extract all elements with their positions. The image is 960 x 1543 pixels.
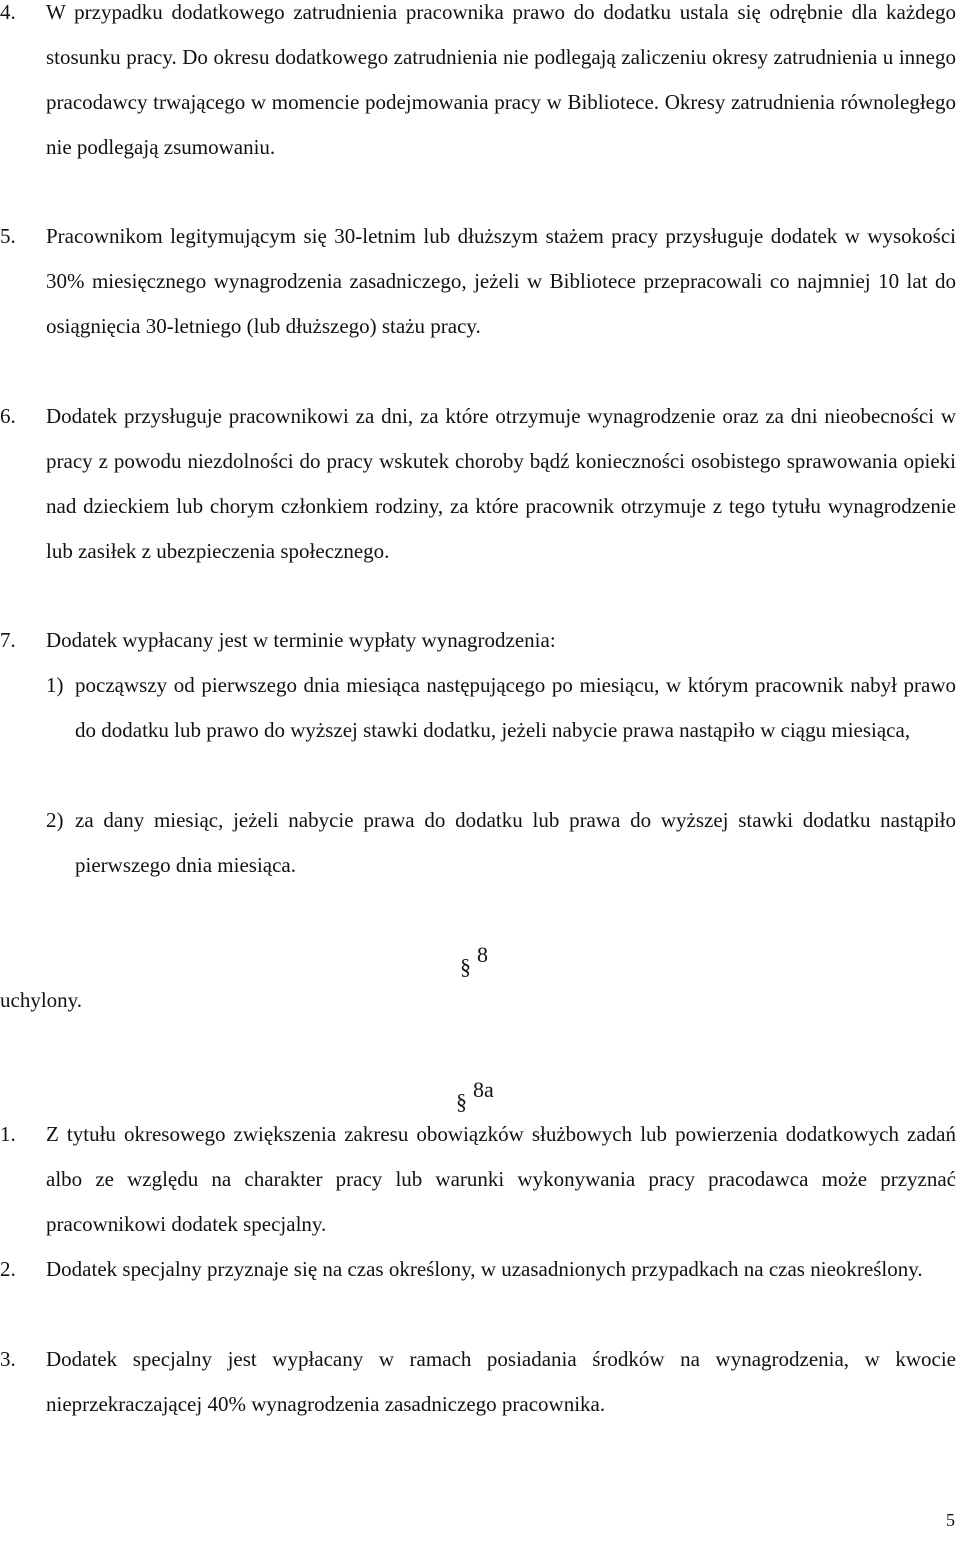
item-number: 5.: [0, 224, 16, 248]
section-number: 8: [477, 942, 488, 967]
paragraph-item: [0, 1247, 956, 1292]
section-heading-8: [460, 940, 488, 979]
paragraph-item: [0, 1337, 956, 1427]
item-text: Dodatek przysługuje pracownikowi za dni, za które otrzymuje wynagrodzenie oraz za dni nieobecności w pracy z powodu niezdolności do pracy wskutek choroby bądź konieczności osobistego sprawowania opieki nad dzieckiem lub chorym członkiem rodziny, za które pracownik otrzymuje z tego tytułu wynagrodzenie lub zasiłek z ubezpieczenia społecznego.: [46, 404, 956, 563]
item-number: 4.: [0, 0, 16, 24]
item-text: Dodatek wypłacany jest w terminie wypłaty wynagrodzenia:: [46, 628, 556, 652]
paragraph-item: [0, 214, 956, 349]
section-number: 8a: [473, 1077, 494, 1102]
section-heading-8a: [456, 1075, 494, 1114]
sub-item-text: począwszy od pierwszego dnia miesiąca następującego po miesiącu, w którym pracownik nabył prawo do dodatku lub prawo do wyższej stawki dodatku, jeżeli nabycie prawa nastąpiło w ciągu miesiąca,: [75, 673, 956, 742]
sub-item: [46, 798, 956, 888]
item-number: 2.: [0, 1257, 16, 1281]
paragraph-item: [0, 0, 956, 170]
sub-item-number: 1): [46, 673, 64, 697]
section-8-text: uchylony.: [0, 988, 83, 1012]
item-text: W przypadku dodatkowego zatrudnienia pracownika prawo do dodatku ustala się odrębnie dla każdego stosunku pracy. Do okresu dodatkowego zatrudnienia nie podlegają zaliczeniu okresy zatrudnienia u innego pracodawcy trwającego w momencie podejmowania pracy w Bibliotece. Okresy zatrudnienia równoległego nie podlegają zsumowaniu.: [46, 0, 956, 159]
page-number: 5: [946, 1510, 955, 1530]
item-text: Dodatek specjalny przyznaje się na czas określony, w uzasadnionych przypadkach na czas nieokreślony.: [46, 1257, 923, 1281]
item-text: Pracownikom legitymującym się 30-letnim lub dłuższym stażem pracy przysługuje dodatek w wysokości 30% miesięcznego wynagrodzenia zasadniczego, jeżeli w Bibliotece przepracowali co najmniej 10 lat do osiągnięcia 30-letniego (lub dłuższego) stażu pracy.: [46, 224, 956, 338]
item-text: Z tytułu okresowego zwiększenia zakresu obowiązków służbowych lub powierzenia dodatkowych zadań albo ze względu na charakter pracy lub warunki wykonywania pracy pracodawca może przyznać pracownikowi dodatek specjalny.: [46, 1122, 956, 1236]
paragraph-item: [0, 618, 956, 663]
sub-item: [46, 663, 956, 753]
paragraph-item: [0, 1112, 956, 1247]
item-text: Dodatek specjalny jest wypłacany w ramach posiadania środków na wynagrodzenia, w kwocie nieprzekraczającej 40% wynagrodzenia zasadniczego pracownika.: [46, 1347, 956, 1416]
section-symbol: §: [456, 1089, 467, 1114]
section-symbol: §: [460, 954, 471, 979]
item-number: 7.: [0, 628, 16, 652]
item-number: 3.: [0, 1347, 16, 1371]
item-number: 1.: [0, 1122, 16, 1146]
sub-item-number: 2): [46, 808, 64, 832]
sub-item-text: za dany miesiąc, jeżeli nabycie prawa do dodatku lub prawa do wyższej stawki dodatku nastąpiło pierwszego dnia miesiąca.: [75, 808, 956, 877]
paragraph-item: [0, 394, 956, 574]
item-number: 6.: [0, 404, 16, 428]
